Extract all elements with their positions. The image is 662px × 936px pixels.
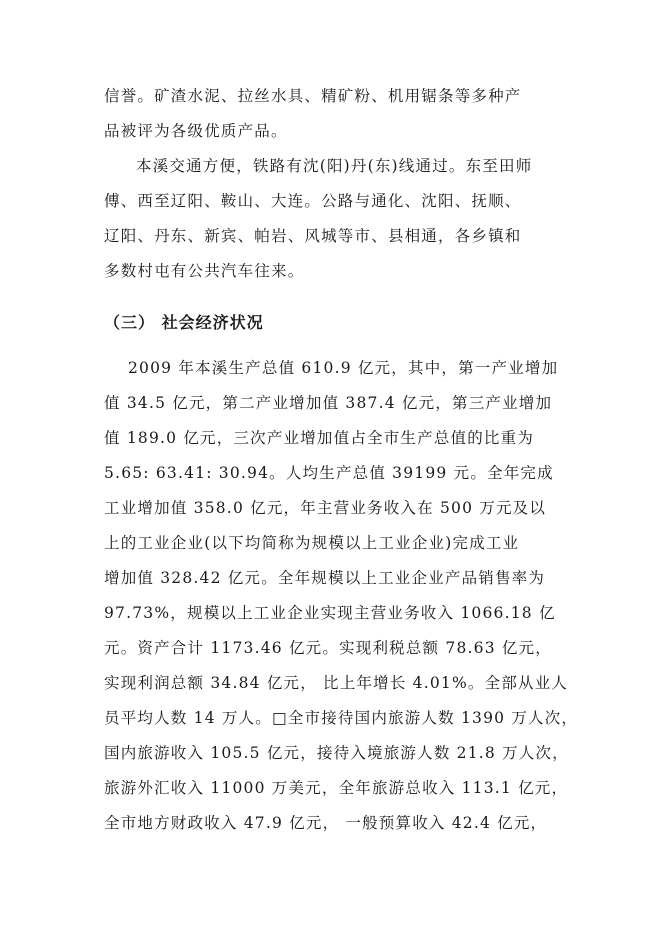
paragraph-2-line-4: 多数村屯有公共汽车往来。 (104, 262, 305, 280)
paragraph-1-line-1: 信誉。矿渣水泥、拉丝水具、精矿粉、机用锯条等多种产 (104, 87, 522, 105)
paragraph-3-line-3: 值 189.0 亿元，三次产业增加值占全市生产总值的比重为 (104, 429, 535, 447)
section-heading: （三） 社会经济状况 (104, 313, 264, 332)
paragraph-3-line-13: 旅游外汇收入 11000 万美元，全年旅游总收入 113.1 亿元， (104, 779, 569, 797)
paragraph-3-line-1: 2009 年本溪生产总值 610.9 亿元，其中，第一产业增加 (128, 359, 559, 377)
paragraph-2-line-1: 本溪交通方便，铁路有沈(阳)丹(东)线通过。东至田师 (136, 157, 533, 175)
paragraph-1-line-2: 品被评为各级优质产品。 (104, 122, 288, 140)
paragraph-3-line-10: 实现利润总额 34.84 亿元， 比上年增长 4.01%。全部从业人 (104, 674, 569, 692)
paragraph-3-line-2: 值 34.5 亿元，第二产业增加值 387.4 亿元，第三产业增加 (104, 394, 553, 412)
paragraph-3-line-6: 上的工业企业(以下均简称为规模以上工业企业)完成工业 (104, 534, 520, 552)
paragraph-3-line-14: 全市地方财政收入 47.9 亿元， 一般预算收入 42.4 亿元， (104, 814, 548, 832)
paragraph-3-line-4: 5.65: 63.41: 30.94。人均生产总值 39199 元。全年完成 (104, 464, 554, 482)
paragraph-3-line-5: 工业增加值 358.0 亿元，年主营业务收入在 500 万元及以 (104, 499, 547, 517)
paragraph-3-line-9: 元。资产合计 1173.46 亿元。实现利税总额 78.63 亿元， (104, 639, 552, 657)
paragraph-3-line-8: 97.73%，规模以上工业企业实现主营业务收入 1066.18 亿 (104, 604, 556, 622)
paragraph-3-line-12: 国内旅游收入 105.5 亿元，接待入境旅游人数 21.8 万人次， (104, 744, 569, 762)
paragraph-2-line-2: 傅、西至辽阳、鞍山、大连。公路与通化、沈阳、抚顺、 (104, 192, 522, 210)
paragraph-3-line-7: 增加值 328.42 亿元。全年规模以上工业企业产品销售率为 (104, 569, 546, 587)
paragraph-2-line-3: 辽阳、丹东、新宾、帕岩、风城等市、县相通，各乡镇和 (104, 227, 522, 245)
paragraph-3-line-11: 员平均人数 14 万人。□全市接待国内旅游人数 1390 万人次， (104, 709, 579, 727)
